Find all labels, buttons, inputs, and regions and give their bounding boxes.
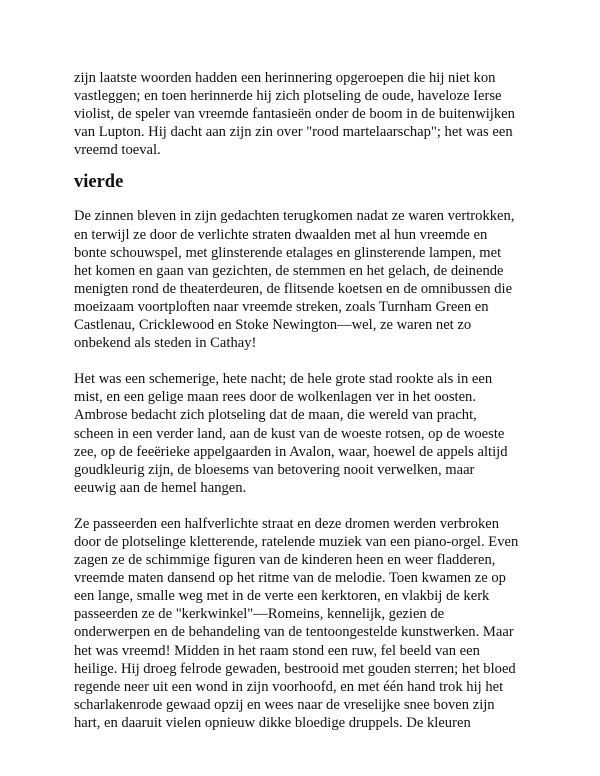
text-line: Het was een schemerige, hete nacht; de hele grote stad rookte als in een <box>74 371 493 388</box>
text-line: vreemde maten dansend op het ritme van de melodie. Toen kwamen ze op <box>74 570 506 587</box>
text-line: en terwijl ze door de verlichte straten dwaalden met al hun vreemde en <box>74 226 488 243</box>
paragraph-3 <box>74 515 550 732</box>
paragraph-2 <box>74 370 550 497</box>
text-line: violist, de speler van vreemde fantasieën onder de boom in de buitenwijken <box>74 106 515 123</box>
text-line: Ze passeerden een halfverlichte straat en deze dromen werden verbroken <box>74 515 500 532</box>
text-line: een lange, smalle weg met in de verte een kerktoren, en vlakbij de kerk <box>74 588 490 605</box>
section-heading: vierde <box>74 172 124 193</box>
text-line: menigten rond de theaterdeuren, de flitsende koetsen en de omnibussen die <box>74 280 513 297</box>
text-line: hart, en daaruit vielen opnieuw dikke bloedige druppels. De kleuren <box>74 714 471 731</box>
text-line: bonte schouwspel, met glinsterende etalages en glinsterende lampen, met <box>74 244 502 261</box>
text-line: Castlenau, Cricklewood en Stoke Newington—wel, ze waren net zo <box>74 317 472 334</box>
text-line: heilige. Hij droeg felrode gewaden, bestrooid met gouden sterren; het bloed <box>74 660 516 677</box>
text-line: mist, en een gelige maan rees door de wolkenlagen ver in het oosten. <box>74 389 477 406</box>
text-line: onderwerpen en de behandeling van de tentoongestelde kunstwerken. Maar <box>74 624 514 641</box>
text-line: vastleggen; en toen herinnerde hij zich plotseling de oude, haveloze Ierse <box>74 88 502 105</box>
text-line: goudkleurig zijn, de bloesems van betovering nooit verwelken, maar <box>74 461 475 478</box>
text-line: scheen in een verder land, aan de kust van de woeste rotsen, op de woeste <box>74 425 505 442</box>
text-line: moeizaam voortploften naar vreemde streken, zoals Turnham Green en <box>74 298 489 315</box>
text-line: eeuwig aan de hemel hangen. <box>74 479 247 496</box>
text-line: scharlakenrode gewaad opzij en wees naar de vreselijke snee boven zijn <box>74 696 495 713</box>
paragraph-1 <box>74 207 550 352</box>
text-line: zagen ze de schimmige figuren van de kinderen heen en weer fladderen, <box>74 552 496 569</box>
document-page <box>74 69 550 732</box>
text-line: zee, op de feeërieke appelgaarden in Avalon, waar, hoewel de appels altijd <box>74 443 508 460</box>
text-line: van Lupton. Hij dacht aan zijn zin over "rood martelaarschap"; het was een <box>74 124 513 141</box>
text-line: door de plotselinge kletterende, ratelende muziek van een piano-orgel. Even <box>74 533 519 550</box>
text-line: vreemd toeval. <box>74 142 161 159</box>
text-line: De zinnen bleven in zijn gedachten terugkomen nadat ze waren vertrokken, <box>74 208 515 225</box>
text-line: het was vreemd! Midden in het raam stond een ruw, fel beeld van een <box>74 642 480 659</box>
text-line: onbekend als steden in Cathay! <box>74 335 257 352</box>
text-line: het komen en gaan van gezichten, de stemmen en het gelach, de deinende <box>74 262 504 279</box>
text-line: Ambrose bedacht zich plotseling dat de maan, die wereld van pracht, <box>74 407 477 424</box>
paragraph-intro <box>74 69 550 159</box>
text-line: regende neer uit een wond in zijn voorhoofd, en met één hand trok hij het <box>74 678 504 695</box>
text-line: zijn laatste woorden hadden een herinnering opgeroepen die hij niet kon <box>74 70 496 86</box>
text-line: passeerden ze de "kerkwinkel"—Romeins, kennelijk, gezien de <box>74 606 445 623</box>
